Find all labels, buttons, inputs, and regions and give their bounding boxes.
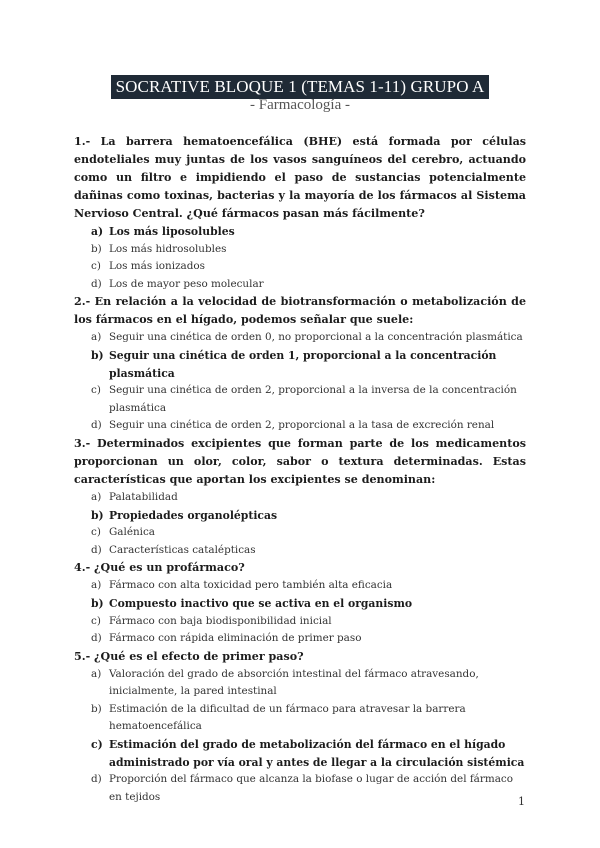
option-a: a) Fármaco con alta toxicidad pero también alta eficacia bbox=[91, 579, 393, 592]
option-c: c) Galénica bbox=[91, 526, 155, 539]
option-c-correct: c) Estimación del grado de metabolización del fármaco en el hígado administrado por vía oral y antes de llegar a la circulación sistémica bbox=[91, 738, 525, 769]
option-a: a) Seguir una cinética de orden 0, no proporcional a la concentración plasmática bbox=[91, 331, 523, 344]
option-d: d) Proporción del fármaco que alcanza la biofase o lugar de acción del fármaco en tejidos bbox=[91, 773, 513, 803]
question-text: 5.- ¿Qué es el efecto de primer paso? bbox=[74, 649, 304, 663]
option-d: d) Los de mayor peso molecular bbox=[91, 277, 264, 290]
option-b-correct: b) Compuesto inactivo que se activa en el organismo bbox=[91, 596, 413, 610]
options-list bbox=[74, 223, 526, 293]
title-container bbox=[0, 75, 600, 99]
options-list bbox=[74, 666, 526, 807]
question-text: 1.- La barrera hematoencefálica (BHE) está formada por células endoteliales muy juntas de los vasos sanguíneos del cerebro, actuando como un filtro e impidiendo el paso de sustancias potencialmente dañinas como toxinas, bacterias y la mayoría de los fármacos al Sistema Nervioso Central. ¿Qué fármacos pasan más fácilmente? bbox=[74, 135, 526, 220]
options-list bbox=[74, 489, 526, 559]
question-4 bbox=[74, 559, 526, 647]
option-a: a) Valoración del grado de absorción intestinal del fármaco atravesando, inicialmente, la pared intestinal bbox=[91, 667, 479, 698]
question-5 bbox=[74, 648, 526, 807]
options-list bbox=[74, 577, 526, 647]
questions-container bbox=[74, 133, 526, 806]
question-text: 4.- ¿Qué es un profármaco? bbox=[74, 561, 245, 575]
option-b-correct: b) Seguir una cinética de orden 1, proporcional a la concentración plasmática bbox=[91, 348, 497, 380]
question-text: 3.- Determinados excipientes que forman parte de los medicamentos proporcionan un olor, color, sabor o textura determinadas. Estas características que aportan los excipientes se denominan: bbox=[74, 436, 526, 486]
option-c: c) Los más ionizados bbox=[91, 260, 205, 273]
question-3 bbox=[74, 435, 526, 559]
question-2 bbox=[74, 293, 526, 435]
question-1 bbox=[74, 133, 526, 293]
page-subtitle: - Farmacología - bbox=[250, 97, 350, 113]
option-b: b) Los más hidrosolubles bbox=[91, 242, 227, 255]
page-title: SOCRATIVE BLOQUE 1 (TEMAS 1-11) GRUPO A bbox=[111, 75, 490, 99]
option-d: d) Seguir una cinética de orden 2, proporcional a la tasa de excreción renal bbox=[91, 419, 495, 432]
page-number: 1 bbox=[518, 795, 525, 808]
option-c: c) Seguir una cinética de orden 2, proporcional a la inversa de la concentración plasmática bbox=[91, 384, 517, 414]
option-a-correct: a) Los más liposolubles bbox=[91, 225, 235, 238]
option-d: d) Fármaco con rápida eliminación de primer paso bbox=[91, 632, 362, 645]
option-b-correct: b) Propiedades organolépticas bbox=[91, 508, 278, 522]
option-c: c) Fármaco con baja biodisponibilidad inicial bbox=[91, 614, 332, 627]
option-a: a) Palatabilidad bbox=[91, 490, 178, 503]
options-list bbox=[74, 329, 526, 435]
option-d: d) Características catalépticas bbox=[91, 543, 256, 556]
question-text: 2.- En relación a la velocidad de biotransformación o metabolización de los fármacos en el hígado, podemos señalar que suele: bbox=[74, 295, 526, 327]
option-b: b) Estimación de la dificultad de un fármaco para atravesar la barrera hematoencefálica bbox=[91, 702, 466, 733]
